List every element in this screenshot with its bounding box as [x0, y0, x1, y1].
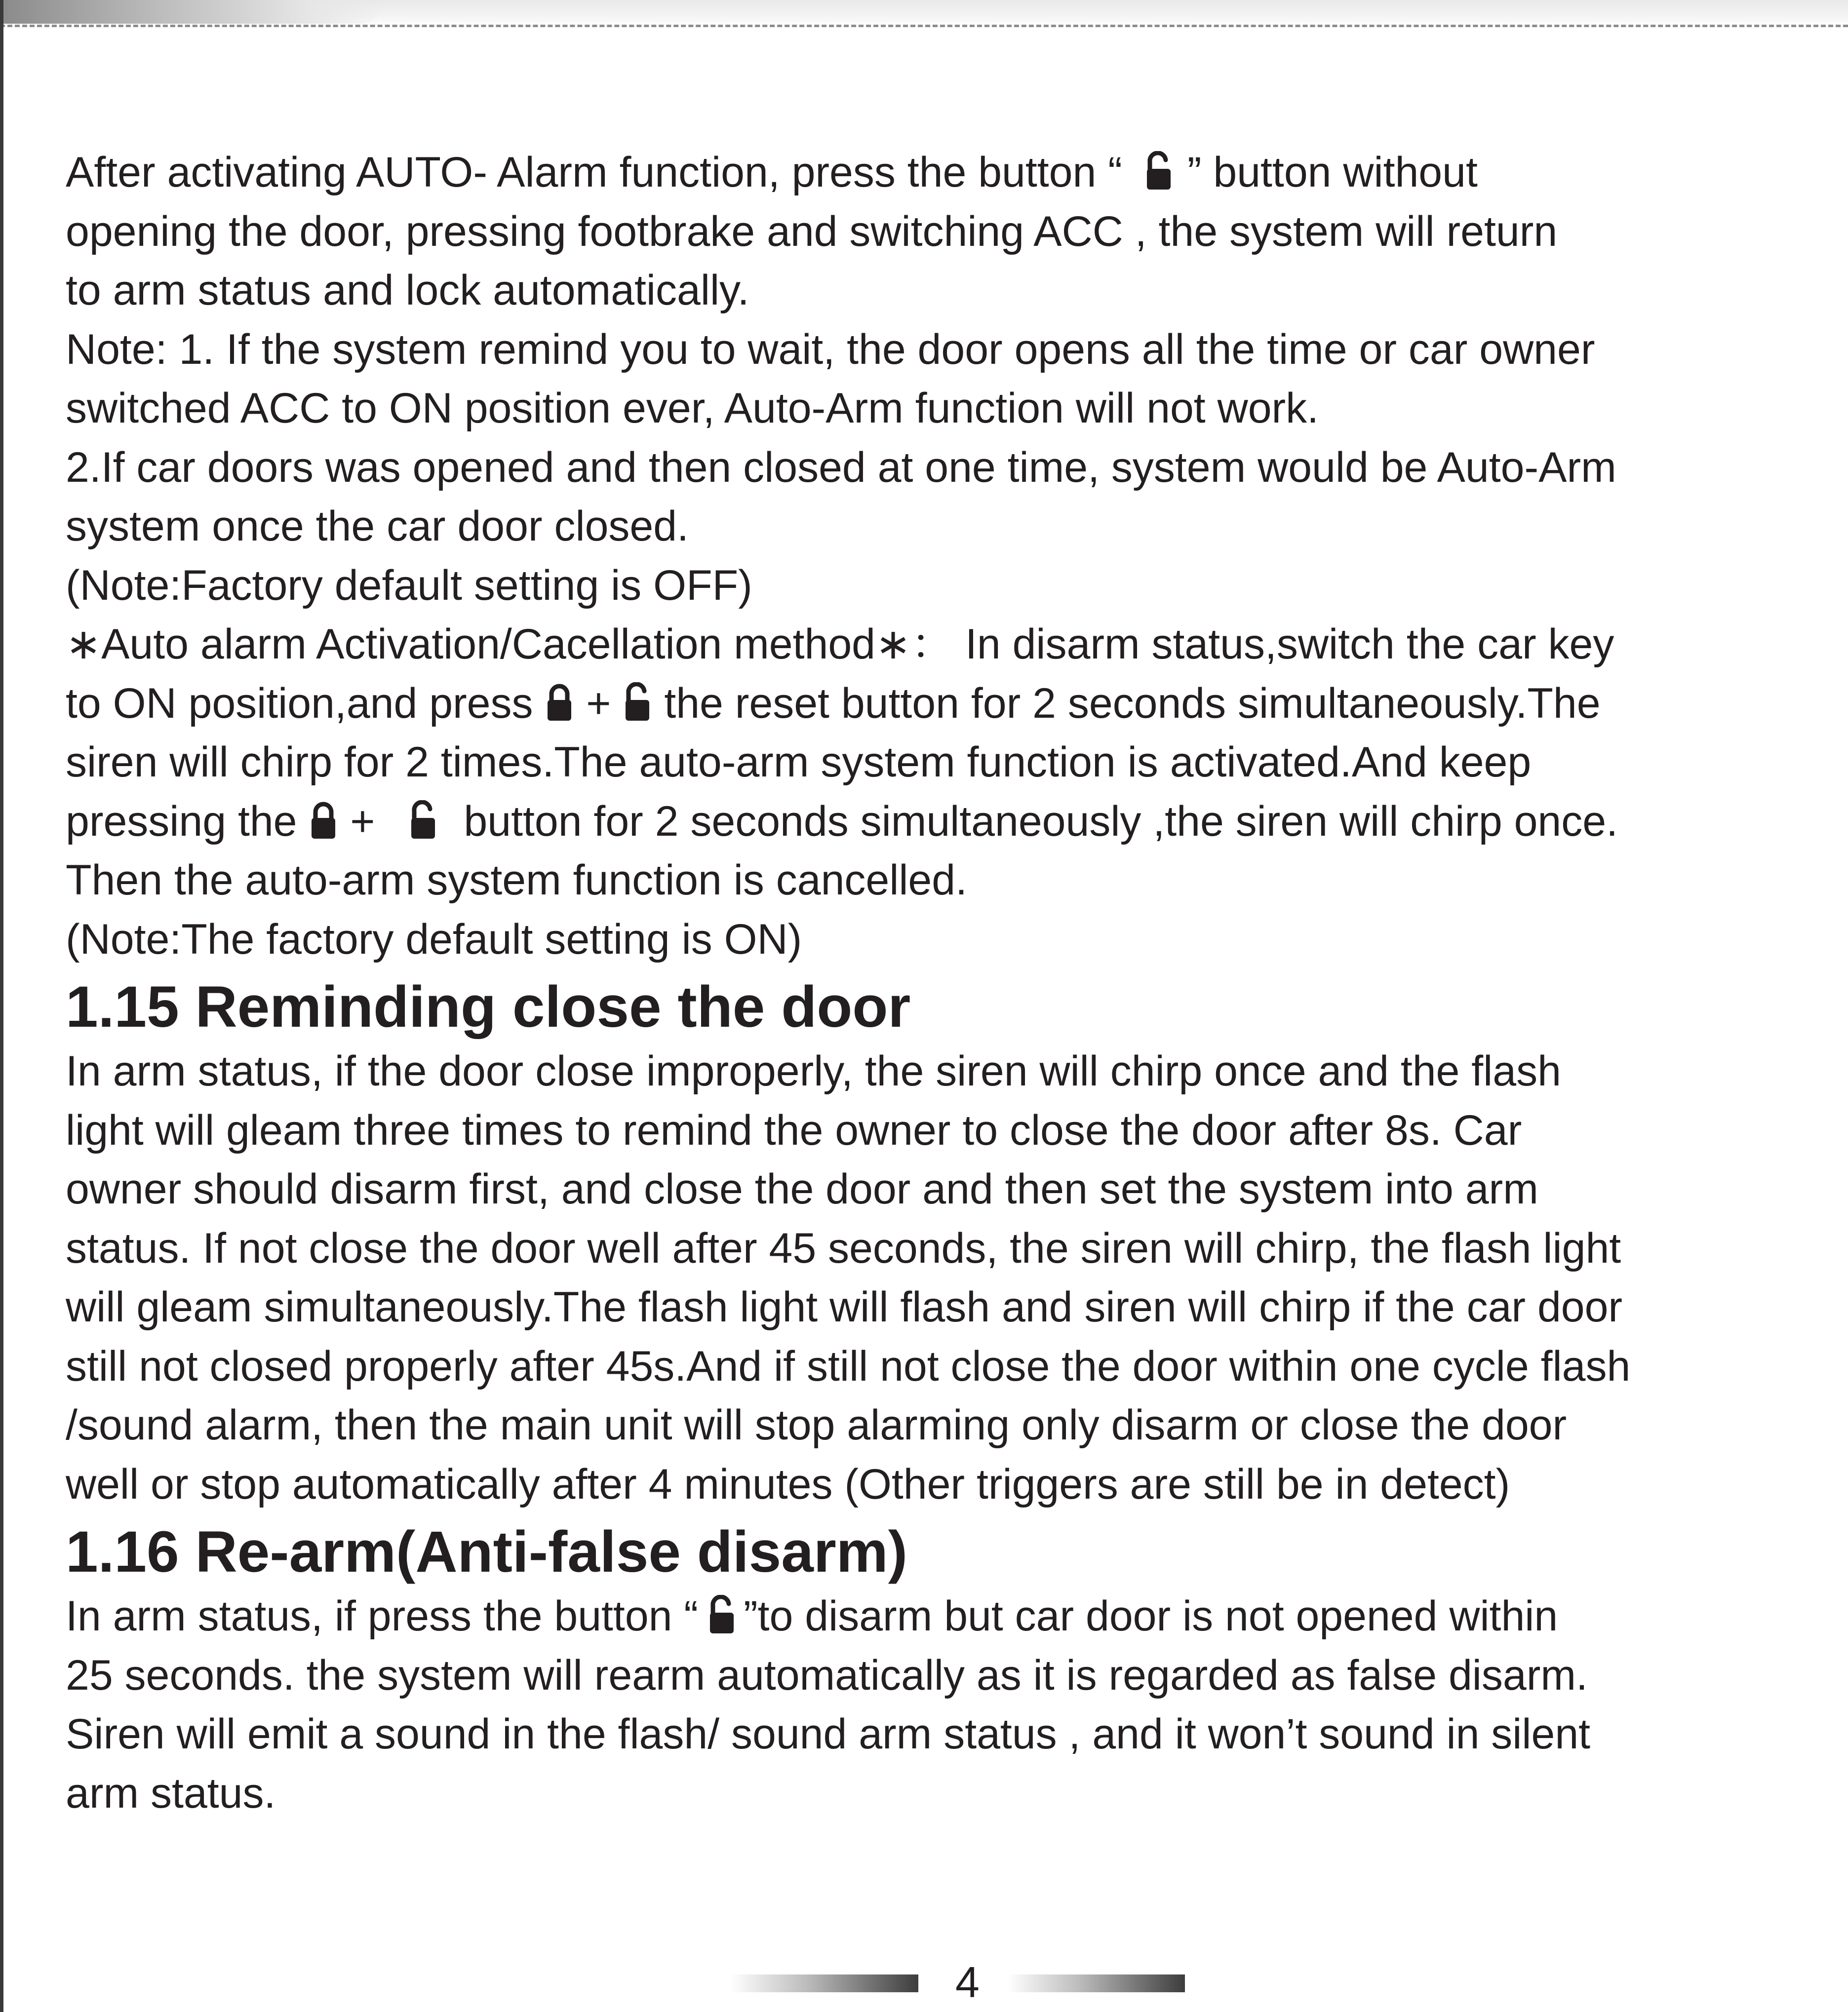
- text-line: [66, 615, 1833, 674]
- text-line: /sound alarm, then the main unit will stop alarming only disarm or close the door: [66, 1401, 1567, 1449]
- text-line: In arm status, if the door close improperly, the siren will chirp once and the flash: [66, 1047, 1561, 1095]
- text-span: After activating AUTO- Alarm function, press the button “: [66, 149, 1122, 196]
- lock-open-icon: [623, 682, 652, 723]
- lock-open-icon: [707, 1595, 737, 1635]
- text-line: will gleam simultaneously.The flash light will flash and siren will chirp if the car door: [66, 1283, 1623, 1331]
- text-line: switched ACC to ON position ever, Auto-Arm function will not work.: [66, 385, 1319, 432]
- text-line: system once the car door closed.: [66, 503, 689, 550]
- text-line: [66, 1587, 1833, 1646]
- lock-open-icon: [1144, 151, 1174, 192]
- text-span: In arm status, if press the button “: [66, 1592, 699, 1640]
- text-line: arm status.: [66, 1769, 276, 1817]
- lock-open-icon: [408, 800, 438, 841]
- text-line: (Note:The factory default setting is ON): [66, 915, 802, 963]
- left-margin-rule: [0, 0, 3, 2012]
- lock-closed-icon: [309, 800, 338, 841]
- header-band: [0, 0, 1848, 28]
- header-dashed-rule: [0, 25, 1848, 27]
- page-body: [66, 143, 1833, 1823]
- text-span: +: [574, 679, 623, 727]
- footer-bar-right: [1007, 1974, 1185, 1992]
- page-number: 4: [955, 1958, 980, 2007]
- text-line: Siren will emit a sound in the flash/ sound arm status , and it won’t sound in silent: [66, 1710, 1591, 1758]
- lock-closed-icon: [545, 682, 574, 723]
- text-span: In disarm status,switch the car key: [953, 620, 1614, 668]
- text-line: opening the door, pressing footbrake and switching ACC , the system will return: [66, 207, 1558, 255]
- text-line: (Note:Factory default setting is OFF): [66, 561, 752, 609]
- section-heading-1-16: 1.16 Re-arm(Anti-false disarm): [66, 1519, 908, 1585]
- text-line: owner should disarm first, and close the door and then set the system into arm: [66, 1165, 1538, 1213]
- text-line: [66, 792, 1833, 851]
- header-shade: [0, 0, 385, 24]
- text-line: light will gleam three times to remind the owner to close the door after 8s. Car: [66, 1106, 1522, 1154]
- asterisk-mark: ∗：: [875, 619, 954, 669]
- text-span: +: [338, 797, 387, 845]
- text-span: the reset button for 2 seconds simultaneously.The: [652, 679, 1601, 727]
- text-span: button for 2 seconds simultaneously ,the siren will chirp once.: [464, 797, 1618, 845]
- text-span: pressing the: [66, 797, 309, 845]
- text-span: to ON position,and press: [66, 679, 545, 727]
- text-line: siren will chirp for 2 times.The auto-arm system function is activated.And keep: [66, 738, 1532, 786]
- asterisk-mark: ∗: [66, 619, 102, 669]
- text-line: to arm status and lock automatically.: [66, 267, 749, 314]
- text-span: Auto alarm Activation/Cacellation method: [101, 620, 876, 668]
- text-line: Note: 1. If the system remind you to wait, the door opens all the time or car owner: [66, 325, 1595, 373]
- text-line: Then the auto-arm system function is cancelled.: [66, 856, 967, 904]
- section-heading-1-15: 1.15 Reminding close the door: [66, 974, 911, 1040]
- text-span: ” button without: [1187, 149, 1478, 196]
- footer-bar-left: [731, 1974, 918, 1992]
- text-span: ”to disarm but car door is not opened within: [744, 1592, 1558, 1640]
- text-line: well or stop automatically after 4 minutes (Other triggers are still be in detect): [66, 1460, 1510, 1508]
- text-line: 25 seconds. the system will rearm automatically as it is regarded as false disarm.: [66, 1651, 1588, 1699]
- text-line: [66, 674, 1833, 734]
- text-line: still not closed properly after 45s.And if still not close the door within one cycle flash: [66, 1342, 1631, 1390]
- text-line: status. If not close the door well after 45 seconds, the siren will chirp, the flash light: [66, 1224, 1621, 1272]
- text-line: 2.If car doors was opened and then closed at one time, system would be Auto-Arm: [66, 443, 1616, 491]
- page-footer: [0, 1955, 1848, 2007]
- text-line: [66, 143, 1833, 202]
